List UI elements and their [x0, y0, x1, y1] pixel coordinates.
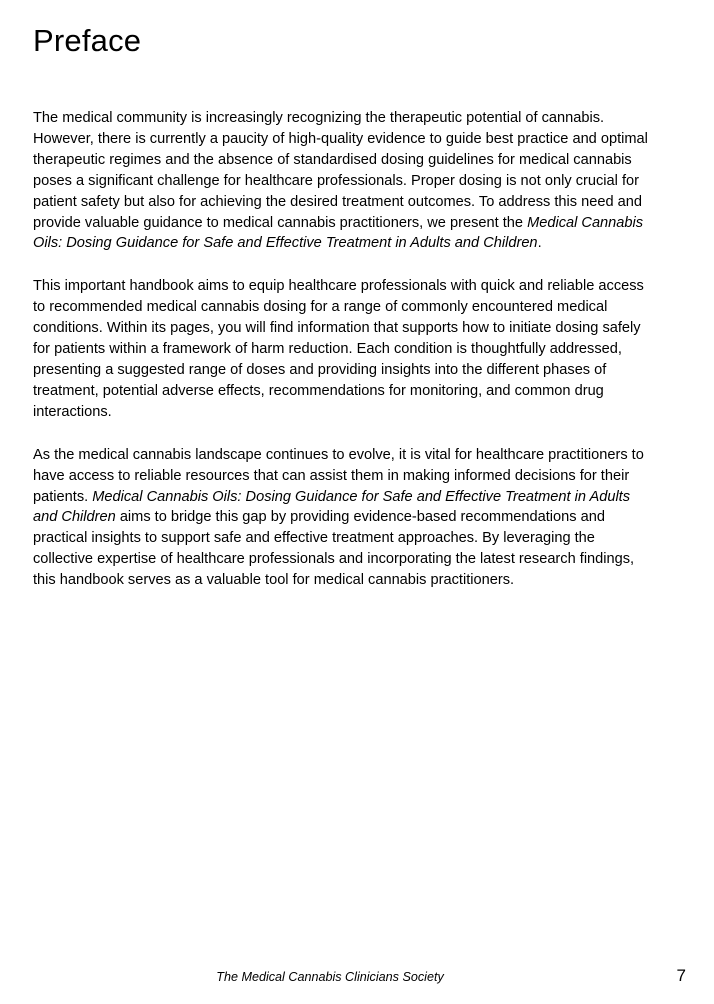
page-title: Preface: [33, 23, 142, 58]
paragraph-2: This important handbook aims to equip healthcare professionals with quick and reliable access to recommended medical cannabis dosing for a range of commonly encountered medical conditions. Within its pages, you will find information that supports how to initiate dosing safely for patients within a framework of harm reduction. Each condition is thoughtfully addressed, presenting a suggested range of doses and providing insights into the different phases of treatment, potential adverse effects, recommendations for monitoring, and common drug interactions.: [33, 278, 644, 420]
paragraph-1: The medical community is increasingly recognizing the therapeutic potential of cannabis. However, there is currently a paucity of high-quality evidence to guide best practice and optimal therapeutic regimes and the absence of standardised dosing guidelines for medical cannabis poses a significant challenge for healthcare professionals. Proper dosing is not only crucial for patient safety but also for achieving the desired treatment outcomes. To address this need and provide valuable guidance to medical cannabis practitioners, we present the Medical Cannabis Oils: Dosing Guidance for Safe and Effective Treatment in Adults and Children.: [33, 110, 648, 252]
footer-page-number: 7: [676, 966, 686, 985]
paragraph-3: As the medical cannabis landscape continues to evolve, it is vital for healthcare practitioners to have access to reliable resources that can assist them in making informed decisions for their patients. Medical Cannabis Oils: Dosing Guidance for Safe and Effective Treatment in Adults and Children aims to bridge this gap by providing evidence-based recommendations and practical insights to support safe and effective treatment approaches. By leveraging the collective expertise of healthcare professionals and incorporating the latest research findings, this handbook serves as a valuable tool for medical cannabis practitioners.: [33, 446, 644, 589]
page-footer: [0, 966, 714, 996]
document-body: [33, 108, 657, 591]
footer-organisation: The Medical Cannabis Clinicians Society: [216, 970, 444, 984]
